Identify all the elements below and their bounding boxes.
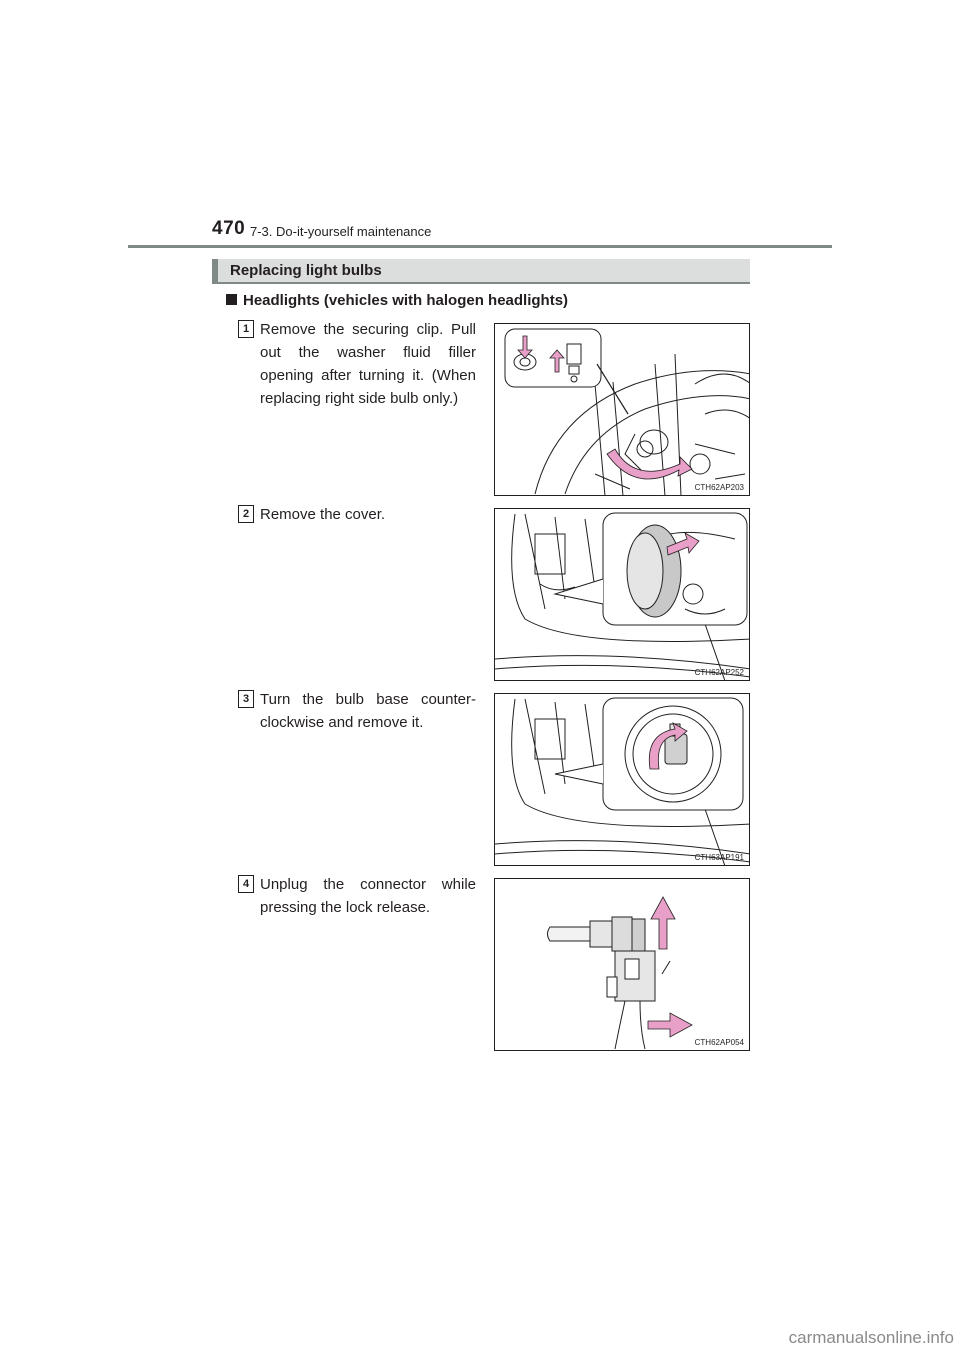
illustration-washer-filler [495,324,750,496]
illustration-headlight-cover [495,509,750,681]
step-number-1: 1 [238,320,254,338]
page-number: 470 [212,218,246,239]
illustration-bulb-base [495,694,750,866]
subheading-text: Headlights (vehicles with halogen headlights) [243,292,569,309]
figure-step-2 [494,508,750,681]
figure-code: CTH62AP252 [694,668,744,677]
illustration-connector [495,879,750,1051]
step-text-1: Remove the securing clip. Pull out the washer fluid filler opening after turning it. (When replacing right side bulb only.) [260,321,476,407]
figure-step-1 [494,323,750,496]
step-text-4: Unplug the connector while pressing the lock release. [260,876,476,916]
step-number-3: 3 [238,690,254,708]
figure-code: CTH63AP191 [694,853,744,862]
step-text-3: Turn the bulb base counter-clockwise and remove it. [260,691,476,731]
header-divider [128,245,832,248]
figure-step-3 [494,693,750,866]
chapter-title: 7-3. Do-it-yourself maintenance [250,224,432,239]
step-number-2: 2 [238,505,254,523]
section-title: Replacing light bulbs [230,262,382,279]
section-header [212,259,750,284]
watermark: carmanualsonline.info [788,1328,954,1347]
figure-code: CTH62AP054 [694,1038,744,1047]
square-bullet-icon [226,294,237,305]
step-text-2: Remove the cover. [260,506,386,523]
step-number-4: 4 [238,875,254,893]
figure-code: CTH62AP203 [694,483,744,492]
figure-step-4 [494,878,750,1051]
subheading [226,292,568,309]
